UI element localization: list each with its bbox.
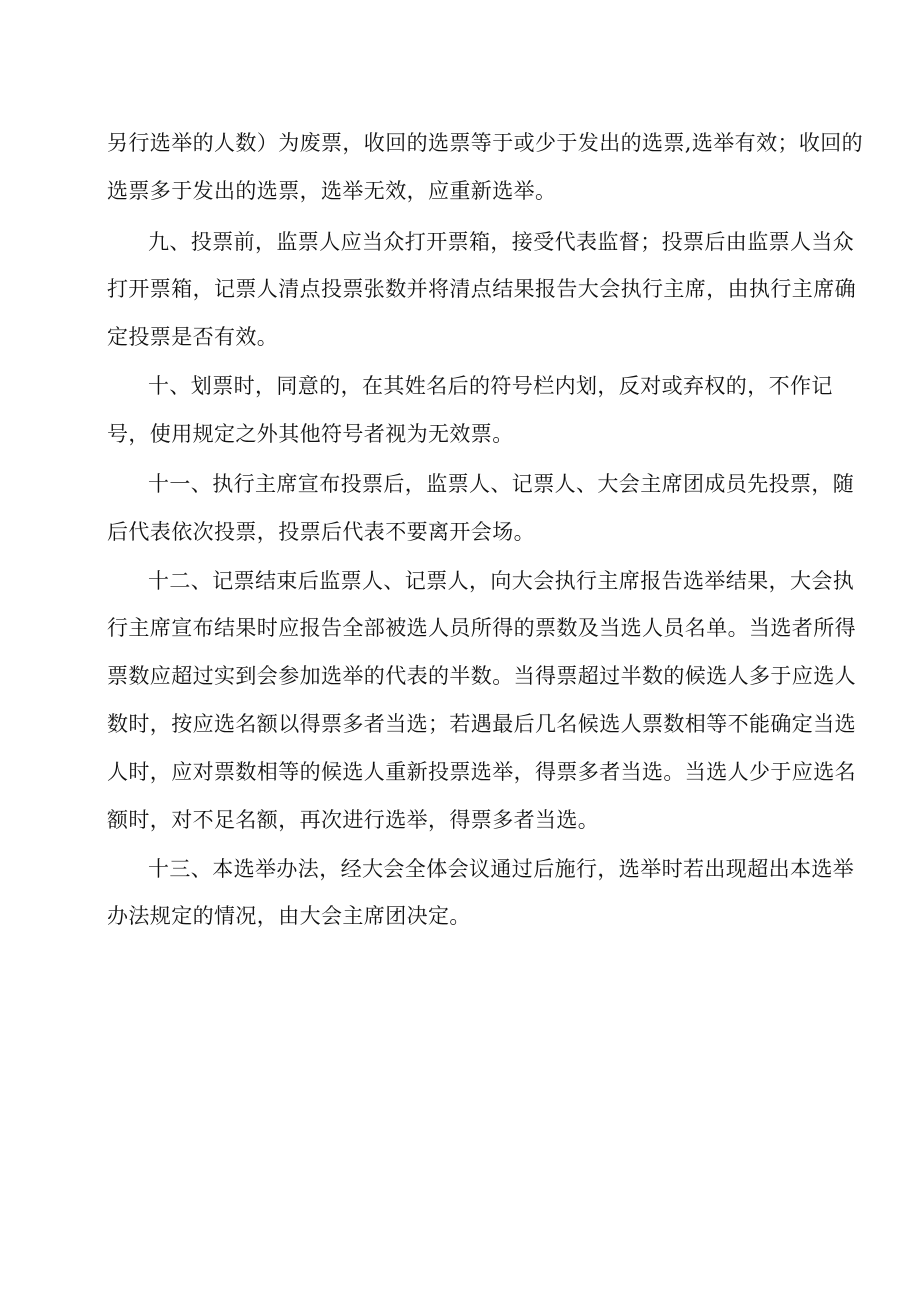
text-line: 选票多于发出的选票，选举无效，应重新选举。 xyxy=(107,179,557,203)
text-line: 号，使用规定之外其他符号者视为无效票。 xyxy=(107,422,514,446)
text-line: 十二、记票结束后监票人、记票人，向大会执行主席报告选举结果，大会执 xyxy=(148,569,855,593)
text-line: 十、划票时，同意的，在其姓名后的符号栏内划，反对或弃权的，不作记 xyxy=(148,374,833,398)
text-line: 票数应超过实到会参加选举的代表的半数。当得票超过半数的候选人多于应选人 xyxy=(107,664,856,688)
text-line: 九、投票前，监票人应当众打开票箱，接受代表监督；投票后由监票人当众 xyxy=(148,230,855,254)
text-line: 打开票箱，记票人清点投票张数并将清点结果报告大会执行主席，由执行主席确 xyxy=(107,277,856,301)
text-line: 人时，应对票数相等的候选人重新投票选举，得票多者当选。当选人少于应选名 xyxy=(107,760,856,784)
text-line: 额时，对不足名额，再次进行选举，得票多者当选。 xyxy=(107,808,600,832)
text-line: 办法规定的情况，由大会主席团决定。 xyxy=(107,904,471,928)
text-line: 行主席宣布结果时应报告全部被选人员所得的票数及当选人员名单。当选者所得 xyxy=(107,616,856,640)
text-line: 十三、本选举办法，经大会全体会议通过后施行，选举时若出现超出本选举 xyxy=(148,857,855,881)
text-line: 后代表依次投票，投票后代表不要离开会场。 xyxy=(107,520,535,544)
text-line: 定投票是否有效。 xyxy=(107,325,279,349)
text-line: 另行选举的人数）为废票，收回的选票等于或少于发出的选票,选举有效；收回的 xyxy=(107,131,864,155)
text-line: 十一、执行主席宣布投票后，监票人、记票人、大会主席团成员先投票，随 xyxy=(148,472,855,496)
text-line: 数时，按应选名额以得票多者当选；若遇最后几名候选人票数相等不能确定当选 xyxy=(107,712,856,736)
